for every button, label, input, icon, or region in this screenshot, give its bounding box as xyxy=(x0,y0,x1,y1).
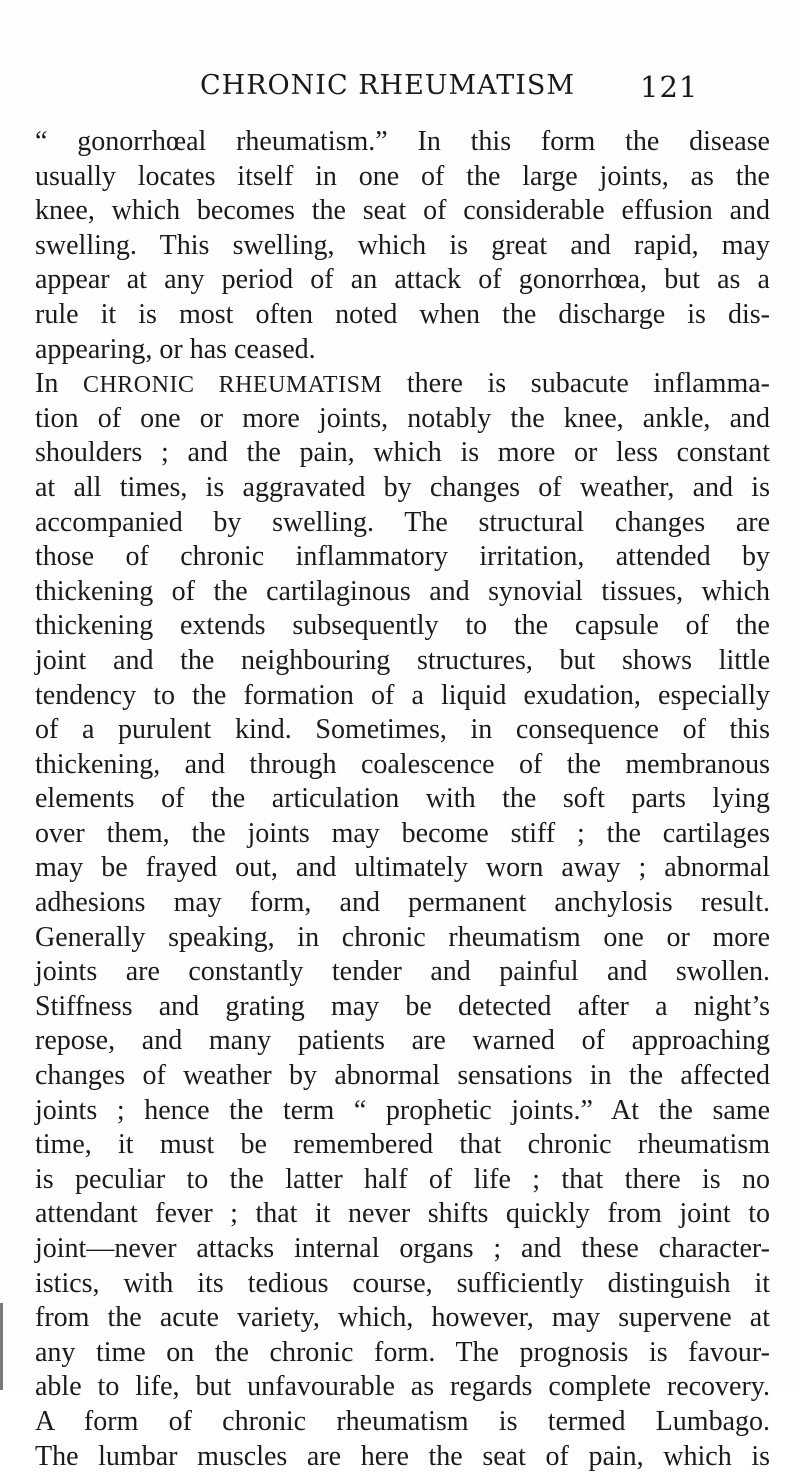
page-number: 121 xyxy=(640,70,699,104)
text-line: tion of one or more joints, notably the knee, ankle, and xyxy=(35,402,770,434)
text-line: appear at any period of an attack of gonorrhœa, but as a xyxy=(35,264,770,296)
text-line: istics, with its tedious course, sufficiently distinguish it xyxy=(35,1267,770,1299)
text-line: Stiffness and grating may be detected after a night’s xyxy=(35,990,770,1022)
text-line: joint and the neighbouring structures, but shows little xyxy=(35,644,770,676)
text-line: is peculiar to the latter half of life ; that there is no xyxy=(35,1163,770,1195)
text-line: thickening, and through coalescence of the membranous xyxy=(35,748,770,780)
text-line: able to life, but unfavourable as regards complete recovery. xyxy=(35,1371,770,1403)
text-line: thickening of the cartilaginous and synovial tissues, which xyxy=(35,575,770,607)
page-header xyxy=(0,70,800,110)
text-line: elements of the articulation with the soft parts lying xyxy=(35,783,770,815)
text-line: The lumbar muscles are here the seat of pain, which is xyxy=(35,1440,770,1472)
text-line: joints ; hence the term “ prophetic joints.” At the same xyxy=(35,1094,770,1126)
text-line: those of chronic inflammatory irritation, attended by xyxy=(35,541,770,573)
text-line: knee, which becomes the seat of considerable effusion and xyxy=(35,195,770,227)
text-line: swelling. This swelling, which is great and rapid, may xyxy=(35,229,770,261)
text-line: over them, the joints may become stiff ; the cartilages xyxy=(35,817,770,849)
text-line: accompanied by swelling. The structural changes are xyxy=(35,506,770,538)
text-line: joint—never attacks internal organs ; and these character- xyxy=(35,1233,770,1264)
small-caps-term: CHRONIC RHEUMATISM xyxy=(82,372,383,399)
text-line: thickening extends subsequently to the capsule of the xyxy=(35,610,770,642)
text-line: may be frayed out, and ultimately worn away ; abnormal xyxy=(35,852,770,884)
text-line: joints are constantly tender and painful and swollen. xyxy=(35,956,770,988)
text-line: In CHRONIC RHEUMATISM there is subacute inflamma- xyxy=(35,368,770,400)
text-line: “ gonorrhœal rheumatism.” In this form the disease xyxy=(35,126,770,157)
text-line: Generally speaking, in chronic rheumatism one or more xyxy=(35,921,770,953)
text-line: shoulders ; and the pain, which is more or less constant xyxy=(35,437,770,469)
text-line: tendency to the formation of a liquid exudation, especially xyxy=(35,679,770,711)
text-line: attendant fever ; that it never shifts quickly from joint to xyxy=(35,1198,770,1230)
page-edge-shadow xyxy=(0,1303,3,1390)
text-line: time, it must be remembered that chronic rheumatism xyxy=(35,1129,770,1161)
running-title: CHRONIC RHEUMATISM xyxy=(200,70,576,101)
body-text xyxy=(35,125,770,1474)
text-line: any time on the chronic form. The prognosis is favour- xyxy=(35,1336,770,1368)
text-line: changes of weather by abnormal sensations in the affected xyxy=(35,1060,770,1092)
text-line: of a purulent kind. Sometimes, in consequence of this xyxy=(35,714,770,746)
text-line: repose, and many patients are warned of approaching xyxy=(35,1025,770,1057)
text-line: rule it is most often noted when the discharge is dis- xyxy=(35,298,770,330)
text-line: from the acute variety, which, however, may supervene at xyxy=(35,1302,770,1334)
text-line: A form of chronic rheumatism is termed Lumbago. xyxy=(35,1405,770,1437)
text-line: adhesions may form, and permanent anchylosis result. xyxy=(35,887,770,919)
text-line: at all times, is aggravated by changes of weather, and is xyxy=(35,471,770,503)
text-line: appearing, or has ceased. xyxy=(35,333,316,365)
text-line: usually locates itself in one of the large joints, as the xyxy=(35,160,770,192)
